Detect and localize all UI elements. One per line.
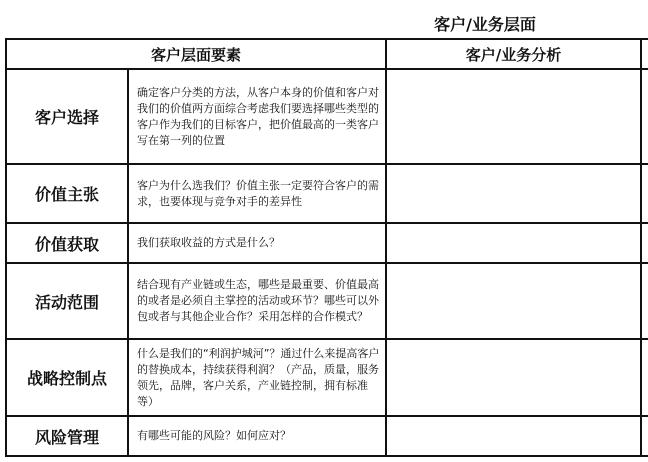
- row-label-value-proposition: 价值主张: [34, 185, 99, 204]
- analysis-cell-strategic-control-point[interactable]: [387, 340, 640, 415]
- row-description-text: 什么是我们的“利润护城河”？通过什么来提高客户的替换成本，持续获得利润？（产品，质量，服务领先，品牌，客户关系，产业链控制，拥有标准等）: [137, 346, 380, 408]
- table-rule: [5, 38, 648, 40]
- row-description-text: 有哪些可能的风险？如何应对？: [137, 429, 291, 442]
- row-description-strategic-control-point: [137, 340, 383, 415]
- row-label-customer-selection: 客户选择: [34, 108, 99, 127]
- table-title: 客户/业务层面: [434, 15, 536, 34]
- row-description-text: 客户为什么选我们？价值主张一定要符合客户的需求，也要体现与竞争对手的差异性: [137, 178, 379, 208]
- row-description-scope-of-activities: [137, 264, 383, 338]
- table-rule: [5, 455, 648, 457]
- analysis-cell-scope-of-activities[interactable]: [387, 264, 640, 338]
- row-description-text: 结合现有产业链或生态，哪些是最重要、价值最高的或者是必须自主掌控的活动或环节？哪些可以外包或者与其他企业合作？采用怎样的合作模式？: [137, 278, 379, 323]
- analysis-cell-value-capture[interactable]: [387, 224, 640, 262]
- row-label-strategic-control-point: 战略控制点: [26, 369, 107, 388]
- row-label-scope-of-activities: 活动范围: [34, 292, 99, 312]
- column-header-elements: 客户层面要素: [150, 46, 241, 64]
- table-rule: [640, 38, 642, 457]
- row-label-value-capture: 价值获取: [34, 234, 99, 254]
- table-rule: [127, 68, 129, 457]
- column-header-analysis: 客户/业务分析: [465, 46, 562, 64]
- row-description-value-proposition: [137, 165, 383, 222]
- row-description-text: 确定客户分类的方法，从客户本身的价值和客户对我们的价值两方面综合考虑我们要选择哪些类型的客户作为我们的目标客户，把价值最高的一类客户写在第一列的位置: [137, 85, 379, 147]
- row-description-value-capture: [137, 224, 383, 262]
- row-description-text: 我们获取收益的方式是什么？: [137, 236, 280, 249]
- analysis-cell-risk-management[interactable]: [387, 417, 640, 455]
- row-label-risk-management: 风险管理: [34, 427, 99, 447]
- analysis-cell-value-proposition[interactable]: [387, 165, 640, 222]
- row-description-risk-management: [137, 417, 383, 455]
- row-description-customer-selection: [137, 70, 383, 163]
- analysis-cell-customer-selection[interactable]: [387, 70, 640, 163]
